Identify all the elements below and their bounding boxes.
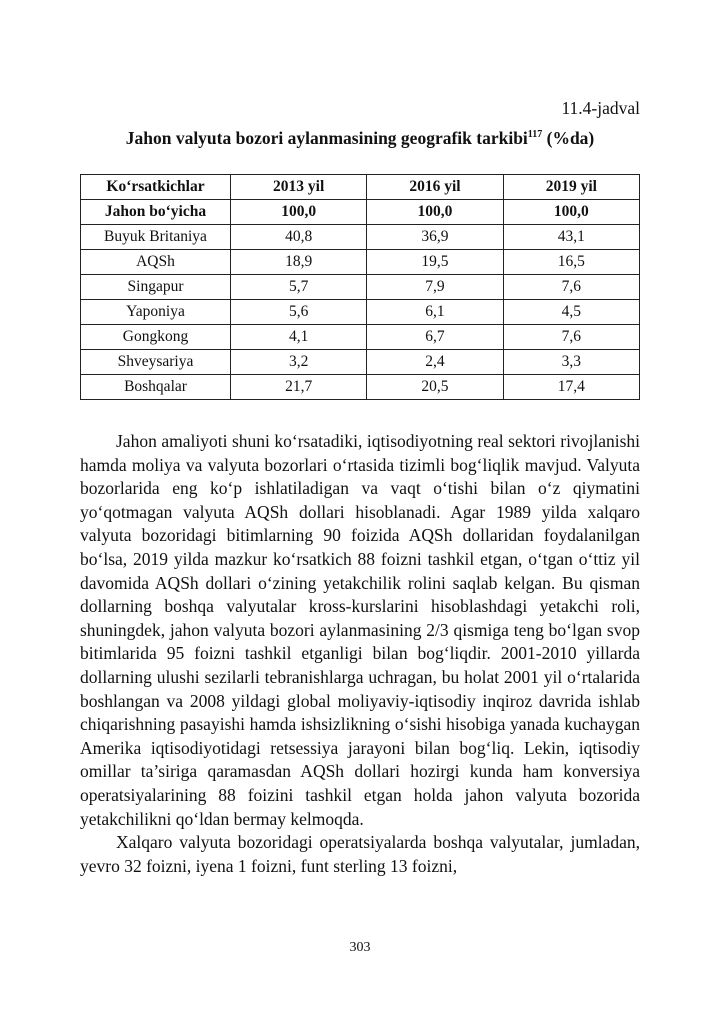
table-label: 11.4-jadval bbox=[561, 98, 640, 118]
table-cell: 3,3 bbox=[503, 350, 639, 375]
table-title-unit: (%da) bbox=[546, 128, 595, 148]
footnote-marker: 117 bbox=[527, 129, 543, 141]
table-cell: 5,6 bbox=[231, 300, 367, 325]
row-label: Shveysariya bbox=[81, 350, 231, 375]
table-cell: 100,0 bbox=[367, 200, 503, 225]
table-cell: 4,5 bbox=[503, 300, 639, 325]
table-cell: 18,9 bbox=[231, 250, 367, 275]
table-title bbox=[80, 128, 640, 149]
table-row bbox=[81, 325, 640, 350]
row-label: Jahon bo‘yicha bbox=[81, 200, 231, 225]
table-cell: 43,1 bbox=[503, 225, 639, 250]
table-cell: 19,5 bbox=[367, 250, 503, 275]
table-cell: 36,9 bbox=[367, 225, 503, 250]
table-cell: 7,6 bbox=[503, 325, 639, 350]
table-row bbox=[81, 375, 640, 400]
table-cell: 16,5 bbox=[503, 250, 639, 275]
header-cell-indicator: Ko‘rsatkichlar bbox=[81, 175, 231, 200]
row-label: Yaponiya bbox=[81, 300, 231, 325]
table-header-row bbox=[81, 175, 640, 200]
header-cell-2016: 2016 yil bbox=[367, 175, 503, 200]
table-cell: 6,7 bbox=[367, 325, 503, 350]
table-row bbox=[81, 250, 640, 275]
table-cell: 21,7 bbox=[231, 375, 367, 400]
page-number: 303 bbox=[349, 940, 371, 955]
header-cell-2019: 2019 yil bbox=[503, 175, 639, 200]
row-label: Singapur bbox=[81, 275, 231, 300]
paragraph: Jahon amaliyoti shuni ko‘rsatadiki, iqtisodiyotning real sektori rivojlanishi hamda moliya va valyuta bozorlari o‘rtasida tizimli bog‘liqlik mavjud. Valyuta bozorlarida eng ko‘p ishlatiladigan va vaqt o‘tishi bilan o‘z qiymatini yo‘qotmagan valyuta AQSh dollari hisoblanadi. Agar 1989 yilda xalqaro valyuta bozoridagi bitimlarning 90 foizida AQSh dollaridan foydalanilgan bo‘lsa, 2019 yilda mazkur ko‘rsatkich 88 foizni tashkil etgan, o‘tgan o‘ttiz yil davomida AQSh dollari o‘zining yetakchilik rolini saqlab kelgan. Bu qisman dollarning boshqa valyutalar kross-kurslarini hisoblashdagi yetakchi roli, shuningdek, jahon valyuta bozori aylanmasining 2/3 qismiga teng bo‘lgan svop bitimlarida 95 foizni tashkil etganligi bilan bog‘liqdir. 2001-2010 yillarda dollarning ulushi sezilarli tebranishlarga uchragan, bu holat 2001 yil o‘rtalarida boshlangan va 2008 yildagi global moliyaviy-iqtisodiy inqiroz davrida ishlab chiqarishning pasayishi hamda ishsizlikning o‘sishi hisobiga yanada kuchaygan Amerika iqtisodiyotidagi retsessiya jarayoni bilan bog‘liq. Lekin, iqtisodiy omillar ta’siriga qaramasdan AQSh dollari hozirgi kunda ham konversiya operatsiyalarining 88 foizini tashkil etgan holda jahon valyuta bozorida yetakchilikni qo‘ldan bermay kelmoqda. bbox=[80, 431, 640, 829]
table-cell: 40,8 bbox=[231, 225, 367, 250]
table-title-text: Jahon valyuta bozori aylanmasining geografik tarkibi bbox=[125, 128, 528, 148]
table-cell: 100,0 bbox=[231, 200, 367, 225]
table-row bbox=[81, 225, 640, 250]
table-row bbox=[81, 300, 640, 325]
table-row bbox=[81, 350, 640, 375]
body-text bbox=[80, 430, 640, 878]
table-cell: 20,5 bbox=[367, 375, 503, 400]
table-cell: 2,4 bbox=[367, 350, 503, 375]
table-cell: 3,2 bbox=[231, 350, 367, 375]
table-row bbox=[81, 200, 640, 225]
table-cell: 100,0 bbox=[503, 200, 639, 225]
table-cell: 6,1 bbox=[367, 300, 503, 325]
row-label: Gongkong bbox=[81, 325, 231, 350]
row-label: Buyuk Britaniya bbox=[81, 225, 231, 250]
header-cell-2013: 2013 yil bbox=[231, 175, 367, 200]
table-cell: 7,6 bbox=[503, 275, 639, 300]
paragraph: Xalqaro valyuta bozoridagi operatsiyalarda boshqa valyutalar, jumladan, yevro 32 foizni, iyena 1 foizni, funt sterling 13 foizni, bbox=[80, 832, 640, 876]
row-label: Boshqalar bbox=[81, 375, 231, 400]
row-label: AQSh bbox=[81, 250, 231, 275]
table-row bbox=[81, 275, 640, 300]
table-cell: 17,4 bbox=[503, 375, 639, 400]
table-cell: 4,1 bbox=[231, 325, 367, 350]
table-cell: 5,7 bbox=[231, 275, 367, 300]
data-table bbox=[80, 174, 640, 400]
table-cell: 7,9 bbox=[367, 275, 503, 300]
